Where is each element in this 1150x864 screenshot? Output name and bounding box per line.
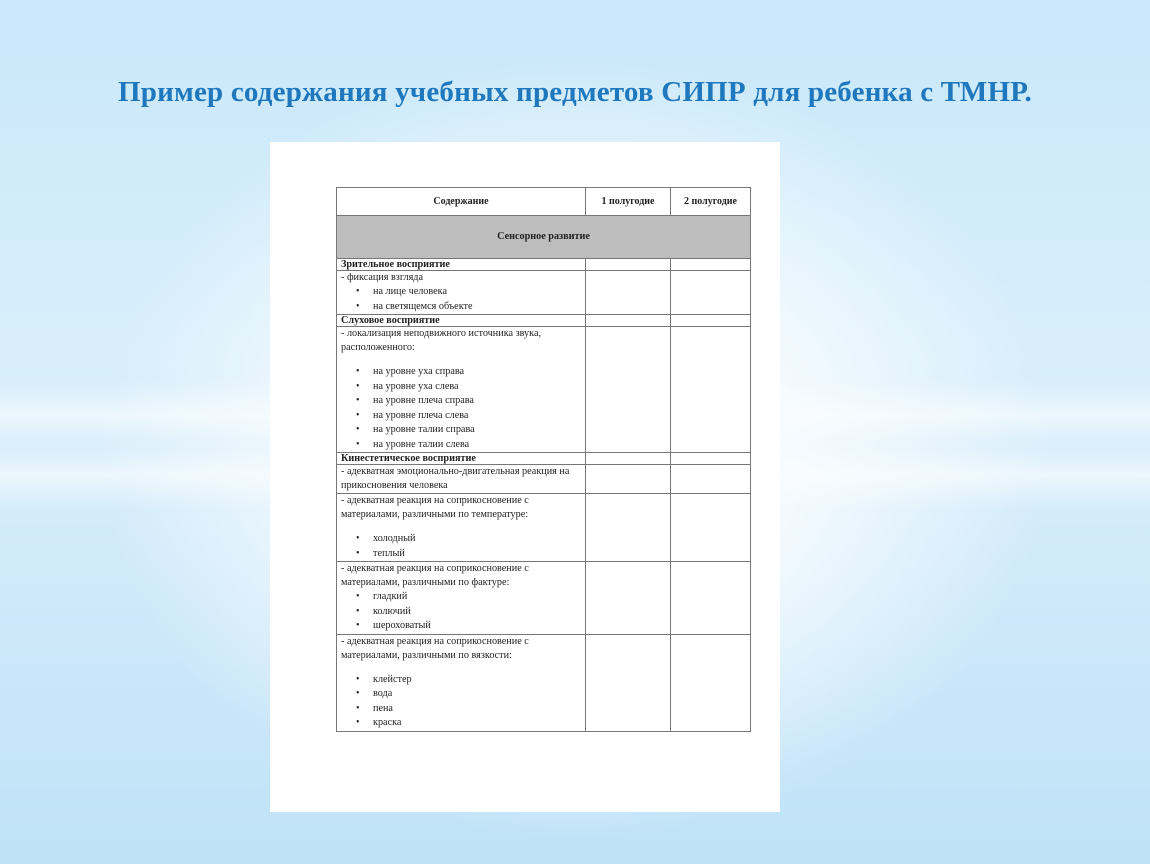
item-intro: - адекватная реакция на соприкосновение с материалами, различными по фактуре: (341, 563, 529, 588)
header-row (337, 188, 751, 216)
bullet-item: • на уровне плеча справа (373, 394, 581, 409)
item-intro: - фиксация взгляда (341, 272, 423, 283)
bullet-list (341, 590, 581, 634)
slide-title: Пример содержания учебных предметов СИПР для ребенка с ТМНР. (118, 76, 1032, 108)
bullet-list (341, 532, 581, 561)
item-row (337, 634, 751, 731)
category-row (337, 453, 751, 465)
bullet-item: • клейстер (373, 673, 581, 688)
header-content: Содержание (337, 188, 586, 216)
item-content (337, 562, 586, 635)
item-content (337, 465, 586, 494)
half-1-cell (586, 271, 671, 315)
item-row (337, 271, 751, 315)
half-2-cell (671, 259, 751, 271)
section-title: Сенсорное развитие (337, 216, 751, 259)
item-intro: - адекватная реакция на соприкосновение с материалами, различными по вязкости: (341, 635, 529, 661)
half-2-cell (671, 634, 751, 731)
bullet-item: • вода (373, 687, 581, 702)
half-1-cell (586, 634, 671, 731)
bullet-item: • шероховатый (373, 619, 581, 634)
header-half-1: 1 полугодие (586, 188, 671, 216)
category-title: Слуховое восприятие (337, 315, 586, 327)
half-1-cell (586, 327, 671, 453)
bullet-item: • на уровне уха справа (373, 365, 581, 380)
bullet-item: • на лице человека (373, 285, 581, 300)
half-2-cell (671, 315, 751, 327)
bullet-list (341, 285, 581, 314)
item-content (337, 271, 586, 315)
item-content (337, 634, 586, 731)
half-1-cell (586, 494, 671, 562)
bullet-item: • на светящемся объекте (373, 300, 581, 315)
bullet-item: • на уровне плеча слева (373, 409, 581, 424)
category-row (337, 259, 751, 271)
bullet-item: • гладкий (373, 590, 581, 605)
half-2-cell (671, 327, 751, 453)
bullet-item: • на уровне уха слева (373, 380, 581, 395)
bullet-item: • на уровне талии слева (373, 438, 581, 453)
half-2-cell (671, 562, 751, 635)
item-intro: - адекватная реакция на соприкосновение с материалами, различными по температуре: (341, 495, 529, 520)
bullet-item: • колючий (373, 605, 581, 620)
bullet-item: • пена (373, 702, 581, 717)
item-row (337, 465, 751, 494)
half-2-cell (671, 453, 751, 465)
category-title: Кинестетическое восприятие (337, 453, 586, 465)
bullet-item: • краска (373, 716, 581, 731)
half-1-cell (586, 465, 671, 494)
document-page (270, 142, 780, 812)
half-2-cell (671, 271, 751, 315)
bullet-item: • холодный (373, 532, 581, 547)
bullet-item: • на уровне талии справа (373, 423, 581, 438)
item-content (337, 327, 586, 453)
item-intro: - локализация неподвижного источника звука, расположенного: (341, 328, 542, 353)
section-row (337, 216, 751, 259)
item-row (337, 562, 751, 635)
content-table (336, 187, 751, 732)
half-2-cell (671, 465, 751, 494)
half-2-cell (671, 494, 751, 562)
bullet-list (341, 365, 581, 452)
half-1-cell (586, 453, 671, 465)
item-row (337, 327, 751, 453)
half-1-cell (586, 562, 671, 635)
item-row (337, 494, 751, 562)
half-1-cell (586, 259, 671, 271)
category-row (337, 315, 751, 327)
half-1-cell (586, 315, 671, 327)
item-intro: - адекватная эмоционально-двигательная реакция на прикосновения человека (341, 466, 570, 491)
bullet-item: • теплый (373, 547, 581, 562)
category-title: Зрительное восприятие (337, 259, 586, 271)
item-content (337, 494, 586, 562)
bullet-list (341, 673, 581, 731)
header-half-2: 2 полугодие (671, 188, 751, 216)
